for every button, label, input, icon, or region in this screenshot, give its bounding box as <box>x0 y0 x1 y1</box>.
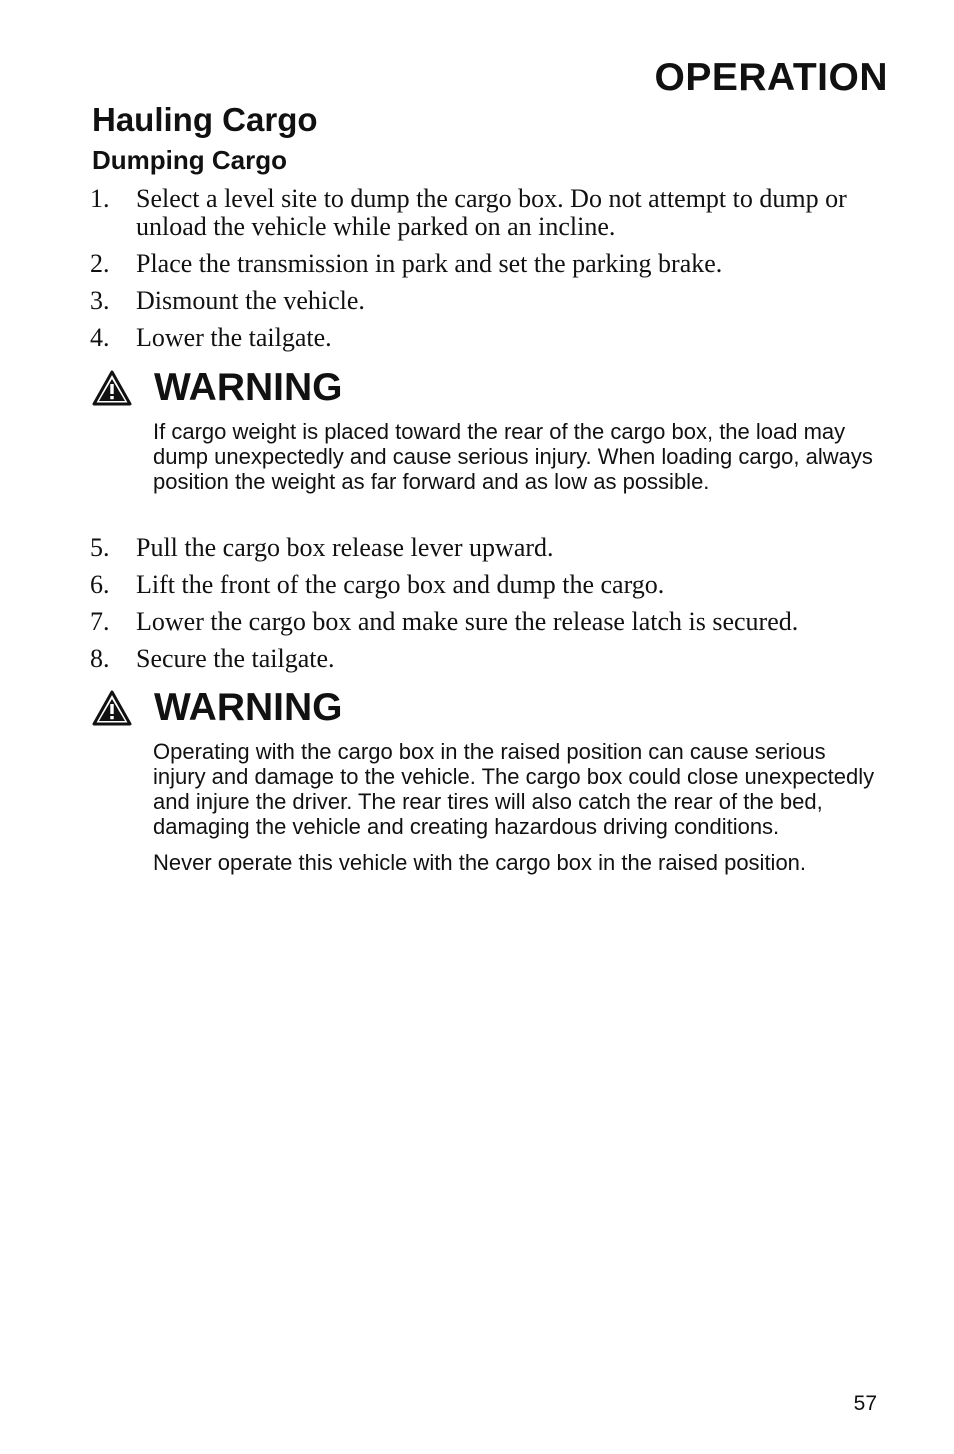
step-text: Lower the tailgate. <box>136 323 332 352</box>
step-item <box>90 534 890 562</box>
step-item <box>90 324 890 352</box>
step-text: Pull the cargo box release lever upward. <box>136 533 554 562</box>
step-text: Place the transmission in park and set the parking brake. <box>136 249 723 278</box>
step-item <box>90 571 890 599</box>
warning-text: If cargo weight is placed toward the rear of the cargo box, the load may dump unexpectedly and cause serious injury. When loading cargo, always position the weight as far forward and as low as possible. <box>153 419 873 494</box>
step-text: Dismount the vehicle. <box>136 286 365 315</box>
warning-label: WARNING <box>154 686 343 729</box>
step-item <box>90 645 890 673</box>
steps-list-first <box>90 185 890 361</box>
step-number: 5. <box>90 533 110 562</box>
step-item <box>90 185 890 241</box>
warning-box-first <box>92 366 882 505</box>
step-item <box>90 250 890 278</box>
step-number: 6. <box>90 570 110 599</box>
warning-text: Never operate this vehicle with the cargo box in the raised position. <box>153 850 807 875</box>
warning-triangle-icon <box>92 690 132 726</box>
step-number: 4. <box>90 323 110 352</box>
step-item <box>90 287 890 315</box>
page-number: 57 <box>853 1392 877 1415</box>
warning-heading <box>92 366 882 410</box>
step-text: Lift the front of the cargo box and dump the cargo. <box>136 570 665 599</box>
subsection-title: Dumping Cargo <box>92 145 287 175</box>
warning-heading <box>92 686 882 730</box>
step-number: 7. <box>90 607 110 636</box>
step-number: 3. <box>90 286 110 315</box>
step-text: Secure the tailgate. <box>136 644 335 673</box>
step-number: 1. <box>90 184 110 213</box>
step-number: 8. <box>90 644 110 673</box>
warning-label: WARNING <box>154 366 343 409</box>
step-text: Lower the cargo box and make sure the release latch is secured. <box>136 607 799 636</box>
step-item <box>90 608 890 636</box>
step-number: 2. <box>90 249 110 278</box>
warning-triangle-icon <box>92 370 132 406</box>
warning-box-second <box>92 686 882 886</box>
page-title: Hauling Cargo <box>92 101 318 138</box>
warning-text: Operating with the cargo box in the raised position can cause serious injury and damage to the vehicle. The cargo box could close unexpectedly and injure the driver. The rear tires will also catch the rear of the bed, damaging the vehicle and creating hazardous driving conditions. <box>153 739 875 839</box>
step-text: Select a level site to dump the cargo box. Do not attempt to dump or unload the vehicle while parked on an incline. <box>136 184 847 241</box>
steps-list-second <box>90 534 890 682</box>
section-header: OPERATION <box>654 56 888 99</box>
